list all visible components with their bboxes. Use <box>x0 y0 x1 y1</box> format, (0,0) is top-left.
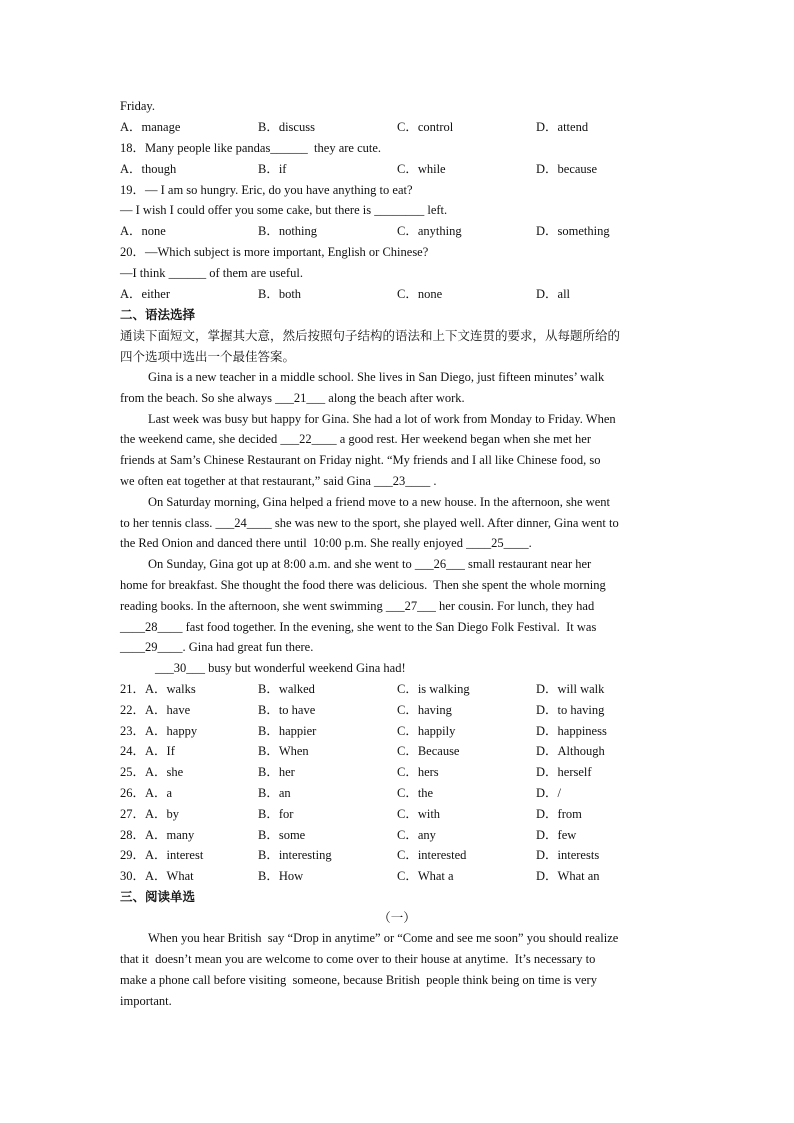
option-b[interactable]: B．her <box>258 765 295 779</box>
option-a[interactable]: 22．A．have <box>120 703 191 717</box>
passage-line: ____28____ fast food together. In the evening, she went to the San Diego Folk Festival. It was <box>120 620 597 634</box>
option-b[interactable]: B．to have <box>258 703 316 717</box>
option-d[interactable]: D．attend <box>536 120 589 134</box>
option-d[interactable]: D．What an <box>536 869 600 883</box>
option-c[interactable]: C．happily <box>397 724 456 738</box>
option-d[interactable]: D．Although <box>536 744 605 758</box>
question-20-reply: —I think ______ of them are useful. <box>120 266 303 280</box>
option-c[interactable]: C．hers <box>397 765 439 779</box>
option-c[interactable]: C．with <box>397 807 441 821</box>
option-b[interactable]: B．interesting <box>258 848 332 862</box>
option-a[interactable]: 25．A．she <box>120 765 184 779</box>
section-instructions: 通读下面短文，掌握其大意，然后按照句子结构的语法和上下文连贯的要求，从每题所给的 <box>120 328 621 343</box>
passage-line: ____29____. Gina had great fun there. <box>120 640 314 654</box>
passage-line: important. <box>120 994 172 1008</box>
option-d[interactable]: D．something <box>536 224 610 238</box>
option-b[interactable]: B．if <box>258 162 287 176</box>
passage-line: ___30___ busy but wonderful weekend Gina had! <box>155 661 406 675</box>
option-a[interactable]: 29．A．interest <box>120 848 204 862</box>
passage-line: Gina is a new teacher in a middle school. She lives in San Diego, just fifteen minutes’ walk <box>148 370 605 384</box>
passage-line: we often eat together at that restaurant,” said Gina ___23____ . <box>120 474 437 488</box>
question-19-reply: — I wish I could offer you some cake, but there is ________ left. <box>120 203 448 217</box>
passage-line: On Saturday morning, Gina helped a friend move to a new house. In the afternoon, she went <box>148 495 611 509</box>
passage-line: friends at Sam’s Chinese Restaurant on Friday night. “My friends and I all like Chinese food, so <box>120 453 601 467</box>
section-instructions: 四个选项中选出一个最佳答案。 <box>120 349 296 364</box>
option-b[interactable]: B．happier <box>258 724 317 738</box>
option-a[interactable]: A．manage <box>120 120 181 134</box>
passage-line: Last week was busy but happy for Gina. She had a lot of work from Monday to Friday. When <box>148 412 616 426</box>
option-a[interactable]: A．either <box>120 287 170 301</box>
question-20: 20．—Which subject is more important, English or Chinese? <box>120 245 429 259</box>
option-b[interactable]: B．an <box>258 786 291 800</box>
passage-line: the weekend came, she decided ___22____ a good rest. Her weekend began when she met her <box>120 432 592 446</box>
option-a[interactable]: 24．A．If <box>120 744 175 758</box>
passage-number: （一） <box>378 911 416 925</box>
option-c[interactable]: C．Because <box>397 744 460 758</box>
option-a[interactable]: A．none <box>120 224 166 238</box>
section-title: 二、语法选择 <box>120 307 196 322</box>
option-a[interactable]: A．though <box>120 162 177 176</box>
option-b[interactable]: B．some <box>258 828 306 842</box>
option-d[interactable]: D．herself <box>536 765 592 779</box>
option-d[interactable]: D．interests <box>536 848 600 862</box>
option-b[interactable]: B．How <box>258 869 304 883</box>
option-c[interactable]: C．anything <box>397 224 462 238</box>
option-b[interactable]: B．walked <box>258 682 315 696</box>
option-d[interactable]: D．few <box>536 828 577 842</box>
option-c[interactable]: C．the <box>397 786 434 800</box>
option-d[interactable]: D．/ <box>536 786 562 800</box>
option-c[interactable]: C．any <box>397 828 436 842</box>
option-c[interactable]: C．interested <box>397 848 467 862</box>
passage-line: the Red Onion and danced there until 10:00 p.m. She really enjoyed ____25____. <box>120 536 532 550</box>
passage-line: that it doesn’t mean you are welcome to come over to their house at anytime. It’s necessary to <box>120 952 596 966</box>
option-a[interactable]: 23．A．happy <box>120 724 198 738</box>
option-a[interactable]: 30．A．What <box>120 869 194 883</box>
option-a[interactable]: 26．A．a <box>120 786 173 800</box>
section-title: 三、阅读单选 <box>120 889 196 904</box>
question-18: 18．Many people like pandas______ they are cute. <box>120 141 382 155</box>
option-d[interactable]: D．happiness <box>536 724 607 738</box>
option-c[interactable]: C．is walking <box>397 682 470 696</box>
passage-line: home for breakfast. She thought the food there was delicious. Then she spent the whole morning <box>120 578 606 592</box>
option-c[interactable]: C．while <box>397 162 446 176</box>
option-d[interactable]: D．all <box>536 287 571 301</box>
option-a[interactable]: 28．A．many <box>120 828 195 842</box>
option-c[interactable]: C．What a <box>397 869 454 883</box>
passage-line: reading books. In the afternoon, she went swimming ___27___ her cousin. For lunch, they had <box>120 599 595 613</box>
question-19: 19．— I am so hungry. Eric, do you have anything to eat? <box>120 183 413 197</box>
option-d[interactable]: D．to having <box>536 703 605 717</box>
option-d[interactable]: D．because <box>536 162 598 176</box>
option-b[interactable]: B．nothing <box>258 224 318 238</box>
option-b[interactable]: B．When <box>258 744 309 758</box>
option-a[interactable]: 27．A．by <box>120 807 180 821</box>
option-c[interactable]: C．having <box>397 703 452 717</box>
option-d[interactable]: D．from <box>536 807 582 821</box>
passage-line: from the beach. So she always ___21___ along the beach after work. <box>120 391 465 405</box>
passage-line: When you hear British say “Drop in anytime” or “Come and see me soon” you should realize <box>148 931 619 945</box>
option-b[interactable]: B．both <box>258 287 302 301</box>
option-a[interactable]: 21．A．walks <box>120 682 196 696</box>
passage-line: make a phone call before visiting someone, because British people think being on time is very <box>120 973 597 987</box>
option-b[interactable]: B．discuss <box>258 120 315 134</box>
option-d[interactable]: D．will walk <box>536 682 605 696</box>
text-line: Friday. <box>120 99 155 113</box>
passage-line: On Sunday, Gina got up at 8:00 a.m. and she went to ___26___ small restaurant near her <box>148 557 592 571</box>
option-c[interactable]: C．control <box>397 120 454 134</box>
option-c[interactable]: C．none <box>397 287 443 301</box>
passage-line: to her tennis class. ___24____ she was new to the sport, she played well. After dinner, Gina went to <box>120 516 619 530</box>
option-b[interactable]: B．for <box>258 807 294 821</box>
